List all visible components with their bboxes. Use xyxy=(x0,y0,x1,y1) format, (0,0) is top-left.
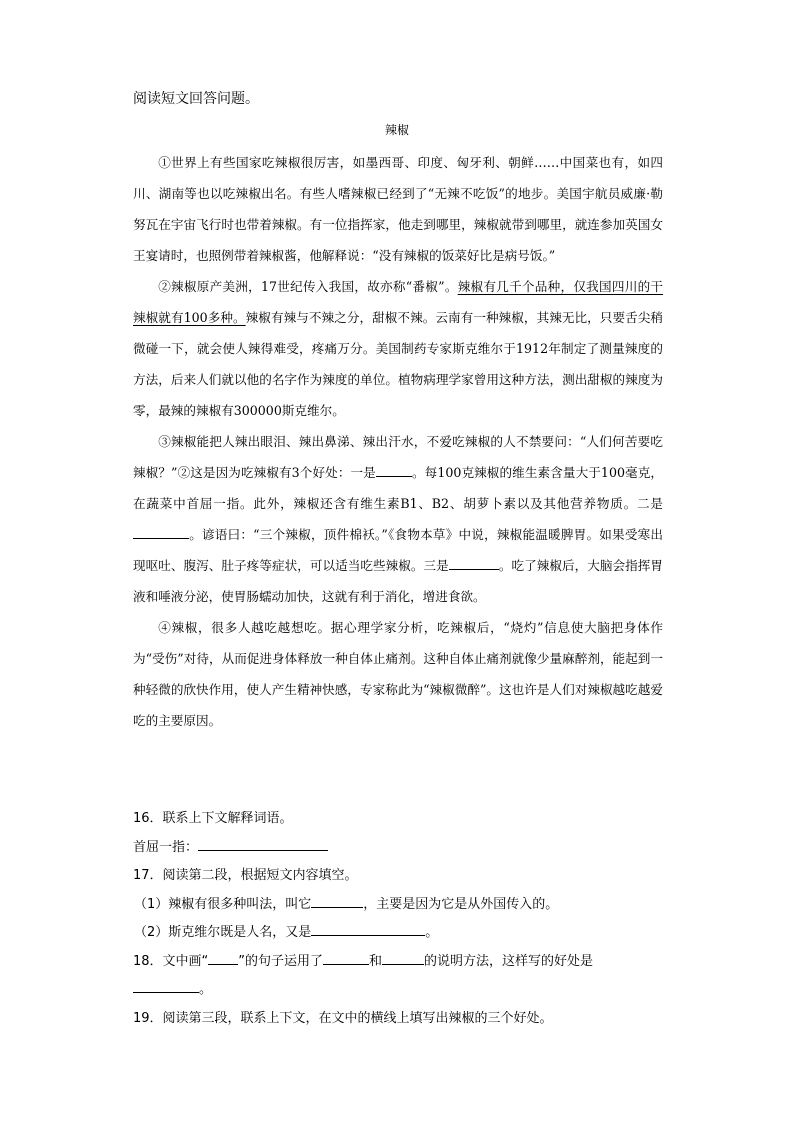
answer-blank-q16[interactable] xyxy=(198,836,328,851)
underlined-sentence: 辣椒有几千个品种，仅我国四川的干辣椒就有100多种。 xyxy=(133,279,664,325)
question-18-text-d: 的说明方法，这样写的好处是 xyxy=(424,953,594,969)
reading-passage xyxy=(133,147,663,736)
answer-blank-q18-method-2[interactable] xyxy=(382,950,424,965)
answer-blank-q17-2[interactable] xyxy=(311,921,425,936)
question-17-1-text-a: （1）辣椒有很多种叫法，叫它 xyxy=(134,896,312,912)
answer-blank-q17-1[interactable] xyxy=(311,893,363,908)
question-16-label: 首屈一指： xyxy=(133,839,199,855)
question-16-answer-line xyxy=(133,834,663,863)
paragraph-4: ④辣椒，很多人越吃越想吃。据心理学家分析，吃辣椒后，“烧灼”信息使大脑把身体作为“受伤”对待，从而促进身体释放一种自体止痛剂。这种自体止痛剂就像少量麻醉剂，能起到一种轻微的欣快作用，使人产生精神快感，专家称此为“辣椒微醉”。这也许是人们对辣椒越吃越爱吃的主要原因。 xyxy=(133,620,663,728)
question-18-text-b: ”的句子运用了 xyxy=(238,953,324,969)
paragraph-3 xyxy=(133,426,663,612)
question-19: 19．阅读第三段，联系上下文，在文中的横线上填写出辣椒的三个好处。 xyxy=(133,1010,553,1026)
question-17-part-2 xyxy=(133,919,663,948)
question-17-2-text-b: 。 xyxy=(425,925,439,940)
paragraph-3-text-b: 。每100克辣椒的维生素含量大于100毫克，在蔬菜中首屈一指。此外，辣椒还含有维生素B1、B2、胡萝卜素以及其他营养物质。二是 xyxy=(133,465,664,511)
paragraph-3-text-c: 。谚语曰：“三个辣椒，顶件棉袄。”《食物本草》中说，辣椒能温暖脾胃。如果受寒出现呕吐、腹泻、肚子疼等症状，可以适当吃些辣椒。三是 xyxy=(133,527,663,573)
question-17-2-text-a: （2）斯克维尔既是人名，又是 xyxy=(134,925,312,940)
paragraph-2 xyxy=(133,271,663,426)
question-17-1-text-b: ，主要是因为它是从外国传入的。 xyxy=(363,896,559,912)
question-17: 17．阅读第二段，根据短文内容填空。 xyxy=(133,868,358,883)
paragraph-2-text-b: 辣椒有辣与不辣之分，甜椒不辣。云南有一种辣椒，其辣无比，只要舌尖稍微碰一下，就会使人辣得难受，疼痛万分。美国制药专家斯克维尔于1912年制定了测量辣度的方法，后来人们就以他的名字作为辣度的单位。植物病理学家曾用这种方法，测出甜椒的辣度为零，最辣的辣椒有300000斯克维尔。 xyxy=(133,310,663,418)
question-17-part-1 xyxy=(133,891,663,920)
question-18-text-e: 。 xyxy=(199,982,213,997)
question-section xyxy=(133,805,663,1033)
answer-blank-q18-sentence[interactable] xyxy=(208,950,238,965)
instruction-text: 阅读短文回答问题。 xyxy=(133,91,259,107)
paragraph-1: ①世界上有些国家吃辣椒很厉害，如墨西哥、印度、匈牙利、朝鲜……中国菜也有，如四川、湖南等也以吃辣椒出名。有些人嗜辣椒已经到了“无辣不吃饭”的地步。美国宇航员威廉·勒努瓦在宇宙飞行时也带着辣椒。有一位指挥家，他走到哪里，辣椒就带到哪里，就连参加英国女王宴请时，也照例带着辣椒酱，他解释说：“没有辣椒的饭菜好比是病号饭。” xyxy=(133,155,663,263)
paragraph-2-text-a: ②辣椒原产美洲，17世纪传入我国，故亦称“番椒”。 xyxy=(158,279,458,294)
paragraph-3-text-a: ③辣椒能把人辣出眼泪、辣出鼻涕、辣出汗水，不爱吃辣椒的人不禁要问：“人们何苦要吃辣椒？”②这是因为吃辣椒有3个好处：一是 xyxy=(133,434,663,480)
question-16: 16．联系上下文解释词语。 xyxy=(133,811,293,826)
paragraph-3-text-d: 。吃了辣椒后，大脑会指挥胃液和唾液分泌，使胃肠蠕动加快，这就有利于消化，增进食欲。 xyxy=(133,558,664,604)
answer-blank-benefit-1[interactable] xyxy=(376,462,412,477)
answer-blank-q18-benefit[interactable] xyxy=(133,978,199,993)
answer-blank-q18-method-1[interactable] xyxy=(323,950,369,965)
answer-blank-benefit-2[interactable] xyxy=(133,524,189,539)
answer-blank-benefit-3[interactable] xyxy=(449,555,499,570)
question-18 xyxy=(133,948,663,1005)
passage-title: 辣椒 xyxy=(384,123,409,137)
question-18-text-c: 和 xyxy=(369,953,383,969)
question-18-text-a: 18．文中画“ xyxy=(133,953,209,969)
